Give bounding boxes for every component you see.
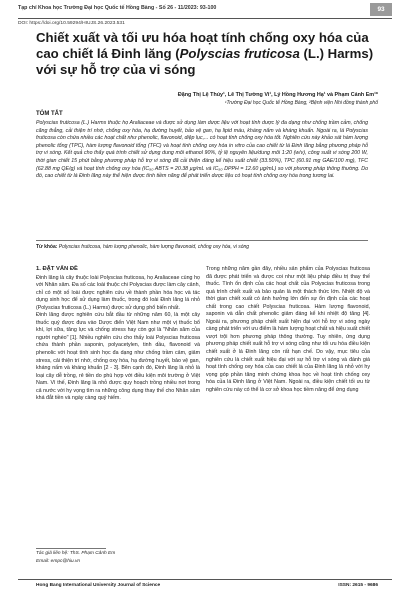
journal-title: Tạp chí Khoa học Trường Đại học Quốc tế Hồng Bàng - Số 26 - 11/2023: 93-100 bbox=[18, 5, 217, 11]
body-paragraph: Trong những năm gần đây, nhiều sản phẩm của Polyscias fruticosa đã được phát triển và được coi như một liệu pháp điều trị thay thế thuốc. Tính ổn định của các hoạt chất của Polyscias fruticosa trong quá trình chiết xuất và bảo quản là một thách thức lớn. Nhiệt độ và thời gian chiết xuất có ảnh hưởng lớn đến sự ổn định của các hoạt chất trong cao chiết Polyscias fruticosa. Hàm lượng flavonoid, saponin và dẫn chất phenolic giảm đáng kể khi nhiệt độ tăng [4]. Ngoài ra, phương pháp chiết xuất hiện đại với hỗ trợ vi sóng ngày càng phát triển với ưu điểm là hàm lượng hoạt chất và hiệu suất chiết vượt trội hơn phương pháp thông thường. Tuy nhiên, ứng dụng phương pháp chiết xuất hỗ trợ vi sóng cũng như tối ưu hóa điều kiện chiết xuất ở lá Đinh lăng còn rất hạn chế. Do vậy, mục tiêu của nghiên cứu là chiết xuất hiệu đại với sự hỗ trợ vi sóng và đánh giá hoạt tính chống oxy hóa của cao chiết lá của Đinh lăng lá nhỏ với hy vọng góp phần tăng minh chứng khoa học về hoạt tính chống oxy hóa của lá Đinh lăng ở Việt Nam. Ngoài ra, điều kiện chiết tối ưu từ nghiên cứu này có thể là cơ sở khoa học tiềm năng để ứng dụng bbox=[206, 266, 370, 393]
footer-journal: Hong Bang International University Journal of Science bbox=[36, 583, 161, 588]
keywords bbox=[36, 244, 368, 250]
article-title bbox=[36, 30, 376, 77]
footnote-divider bbox=[36, 548, 106, 549]
page-number-badge: 93 bbox=[370, 3, 392, 16]
running-header bbox=[18, 3, 392, 17]
corresponding-author: Tác giả liên hệ: ThS. Phạm Cảnh Em bbox=[36, 551, 116, 556]
keywords-divider bbox=[36, 240, 368, 241]
keywords-text: Polyscias fruticosa, hàm lượng phenolic, hàm lượng flavonoid, chống oxy hóa, vi sóng bbox=[58, 244, 250, 250]
keywords-label: Từ khóa: bbox=[36, 244, 58, 250]
section-heading: 1. ĐẶT VẤN ĐỀ bbox=[36, 266, 78, 272]
body-column-right bbox=[206, 266, 370, 394]
abstract-heading: TÓM TẮT bbox=[36, 111, 63, 117]
author-list: Đặng Thị Lệ Thúy¹, Lê Thị Tường Vi¹, Lý Hồng Hương Hạ¹ và Phạm Cảnh Em¹* bbox=[177, 92, 378, 98]
body-paragraph: Đinh lăng được nghiên cứu bắt đầu từ những năm 60, là một cây thuốc quý được đưa vào Dược điển Việt Nam như một vị thuốc bổ khí, lợi sữa, tăng lực và chống stress hay còn gọi là "Nhân sâm của người nghèo" [1]. Nhiều nghiên cứu cho thấy loài Polyscias fruticosa chứa thành phần saponin, polyacetylen, tinh dầu, flavonoid và phenolic với hoạt tính sinh học đa dạng như chống trầm cảm, giảm stress, cải thiện trí nhớ, chống oxy hóa, hạ đường huyết, bảo vệ gan, kháng nấm và kháng khuẩn [2 - 3]. Bên cạnh đó, Đinh lăng là nhỏ là loại cây dễ trồng, rẻ tiền do phù hợp với điều kiện môi trường ở Việt Nam. Vì thế, Đinh lăng là nhỏ được quy hoạch trồng nhiều nơi trong cả nước với hy vọng tìm ra những công dụng thay thế cho Nhân sâm khá đắt tiền và ngày càng quý hiếm. bbox=[36, 312, 200, 402]
affiliations: ¹Trường Đại học Quốc tế Hồng Bàng, ²Bệnh viện Nhi đồng thành phố bbox=[224, 100, 378, 106]
header-divider bbox=[18, 18, 392, 19]
title-part-2: (L.) Harms) với sự hỗ trợ của vi sóng bbox=[36, 45, 374, 77]
doi-link[interactable]: DOI: https://doi.org/10.59294/HIUJS.26.2023.531 bbox=[18, 21, 125, 26]
footer-issn: ISSN: 2615 - 9686 bbox=[338, 583, 378, 588]
body-paragraph: Đinh lăng là cây thuộc loài Polyscias fruticosa, họ Araliaceae cùng họ với Nhân sâm. Đa số các loài thuộc chi Polyscias được làm cây cảnh, chỉ có một số loài được nghiên cứu về thành phần hóa học và tác dụng sinh học để sử dụng làm thuốc, trong đó loài Đinh lăng lá nhỏ (Polyscias fruticosa (L.) Harms) được sử dụng phổ biến nhất. bbox=[36, 274, 200, 311]
title-part-1: Chiết xuất và tối ưu hóa hoạt tính chống oxy hóa của cao chiết lá Đinh lăng ( bbox=[36, 30, 369, 61]
footer-divider bbox=[18, 579, 392, 580]
author-email[interactable]: Email: empc@hiu.vn bbox=[36, 559, 81, 564]
body-column-left bbox=[36, 266, 200, 403]
abstract-text: Polyscias fruticosa (L.) Harms thuộc họ Araliaceae và được sử dụng làm dược liệu với hoạt tính dược lý đa dạng như chống trầm cảm, chống căng thẳng, cải thiện trí nhớ, chống oxy hóa, hạ đường huyết, bảo vệ gan, hạ lipid máu, kháng nấm và kháng khuẩn. Ngoài ra, lá Polyscias fruticosa còn chứa nhiều các hoạt chất như phenolic, flavonoid, diệp lục,... có hoạt tính chống oxy hóa tốt. Nghiên cứu này khảo sát hàm lượng phenolic tổng (TPC), hàm lượng flavonoid tổng (TFC) và hoạt tính chống oxy hóa in vitro của cao chiết từ lá Đinh lăng bằng phương pháp hỗ trợ vi sóng. Kết quả cho thấy quá trình chiết sử dụng dung môi ethanol 90%, tỷ lệ nguyên liệu/dung môi 1:20 (w/v), công suất vi sóng 200 W, thời gian chiết 15 phút bằng phương pháp hỗ trợ vi sóng đã cải thiện đáng kể hiệu suất chiết (33.50%), TPC (60.91 mg GAE/100 mg), TFC (62.88 mg QE/g) và hoạt tính chống oxy hóa (IC₅₀ ABTS = 20.38 µg/mL và IC₅₀ DPPH = 12.60 µg/mL) so với phương pháp thông thường. Do đó, cao chiết từ lá Đinh lăng này thể hiện được tính tiềm năng để phát triển dược liệu có hoạt tính chống oxy hóa trong tương lai. bbox=[36, 120, 368, 180]
title-species: Polyscias fruticosa bbox=[179, 45, 300, 61]
